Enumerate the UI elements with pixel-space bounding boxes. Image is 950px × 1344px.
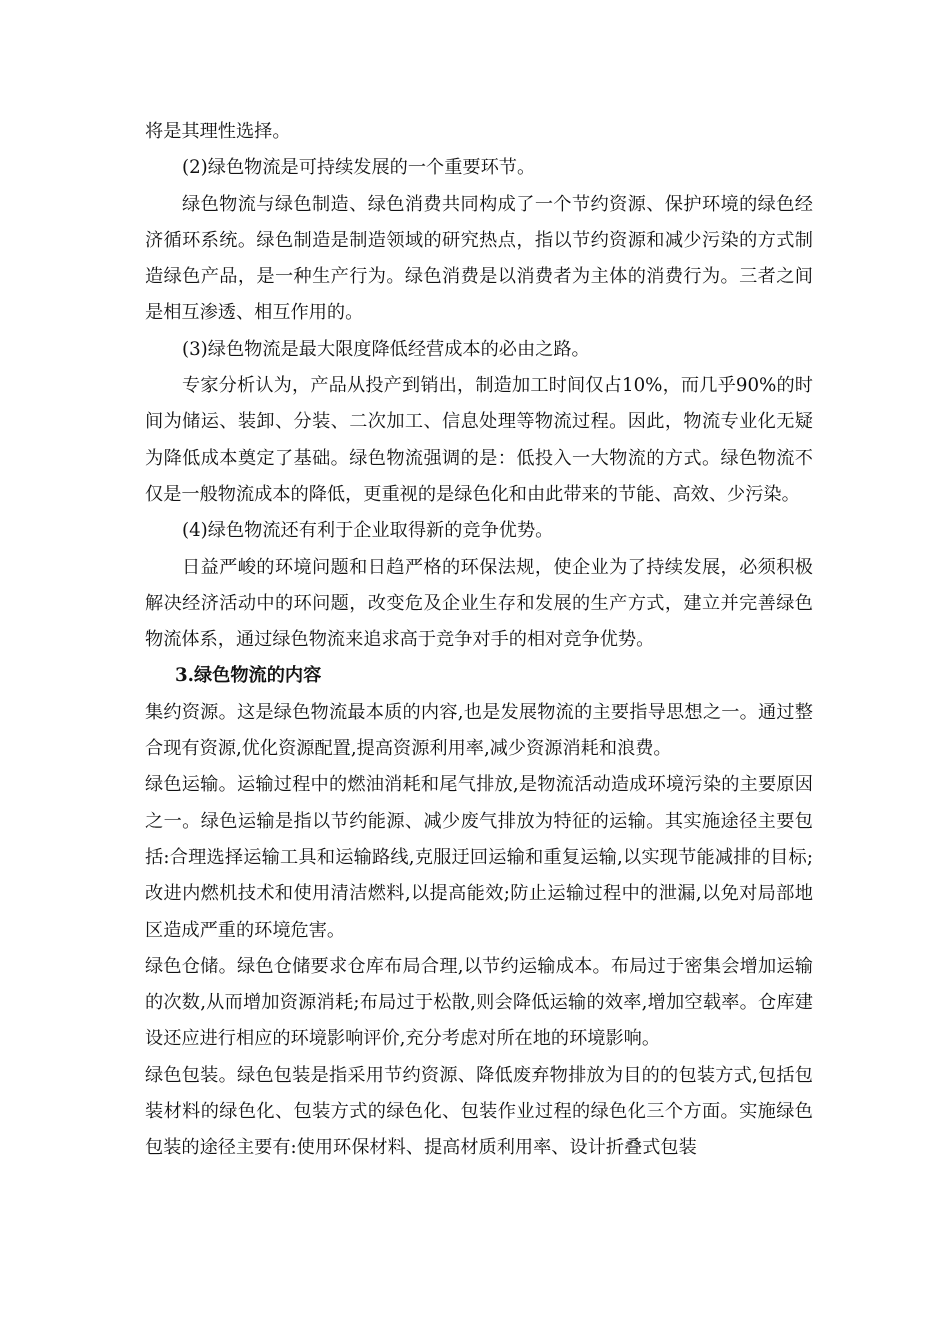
paragraph-green-storage: 绿色仓储。绿色仓储要求仓库布局合理,以节约运输成本。布局过于密集会增加运输的次数,从而增加资源消耗;布局过于松散,则会降低运输的效率,增加空载率。仓库建设还应进行相应的环境影响评价,充分考虑对所在地的环境影响。: [145, 955, 813, 1050]
paragraph-intensive-resources: 集约资源。这是绿色物流最本质的内容,也是发展物流的主要指导思想之一。通过整合现有资源,优化资源配置,提高资源利用率,减少资源消耗和浪费。: [145, 701, 813, 760]
document-body: [145, 114, 813, 1167]
paragraph-environment-regulation: 日益严峻的环境问题和日趋严格的环保法规，使企业为了持续发展，必须积极解决经济活动中的环问题，改变危及企业生存和发展的生产方式，建立并完善绿色物流体系，通过绿色物流来追求高于竞争对手的相对竞争优势。: [145, 556, 813, 651]
paragraph-green-cycle: 绿色物流与绿色制造、绿色消费共同构成了一个节约资源、保护环境的绿色经济循环系统。绿色制造是制造领域的研究热点，指以节约资源和减少污染的方式制造绿色产品，是一种生产行为。绿色消费是以消费者为主体的消费行为。三者之间是相互渗透、相互作用的。: [145, 193, 813, 324]
paragraph-green-transport: 绿色运输。运输过程中的燃油消耗和尾气排放,是物流活动造成环境污染的主要原因之一。绿色运输是指以节约能源、减少废气排放为特征的运输。其实施途径主要包括:合理选择运输工具和运输路线,克服迂回运输和重复运输,以实现节能减排的目标;改进内燃机技术和使用清洁燃料,以提高能效;防止运输过程中的泄漏,以免对局部地区造成严重的环境危害。: [145, 774, 813, 941]
point-3-cost: (3)绿色物流是最大限度降低经营成本的必由之路。: [182, 338, 590, 360]
section-heading-content: 3.绿色物流的内容: [175, 665, 322, 687]
paragraph-green-packaging: 绿色包装。绿色包装是指采用节约资源、降低废弃物排放为目的的包装方式,包括包装材料的绿色化、包装方式的绿色化、包装作业过程的绿色化三个方面。实施绿色包装的途径主要有:使用环保材料、提高材质利用率、设计折叠式包装: [145, 1064, 813, 1159]
point-4-competition: (4)绿色物流还有利于企业取得新的竞争优势。: [182, 520, 554, 542]
point-2-sustainable: (2)绿色物流是可持续发展的一个重要环节。: [182, 157, 536, 179]
paragraph-expert-analysis: 专家分析认为，产品从投产到销出，制造加工时间仅占10%，而几乎90%的时间为储运、装卸、分装、二次加工、信息处理等物流过程。因此，物流专业化无疑为降低成本奠定了基础。绿色物流强调的是：低投入一大物流的方式。绿色物流不仅是一般物流成本的降低，更重视的是绿色化和由此带来的节能、高效、少污染。: [145, 375, 813, 505]
paragraph-rational-choice: 将是其理性选择。: [145, 121, 291, 142]
